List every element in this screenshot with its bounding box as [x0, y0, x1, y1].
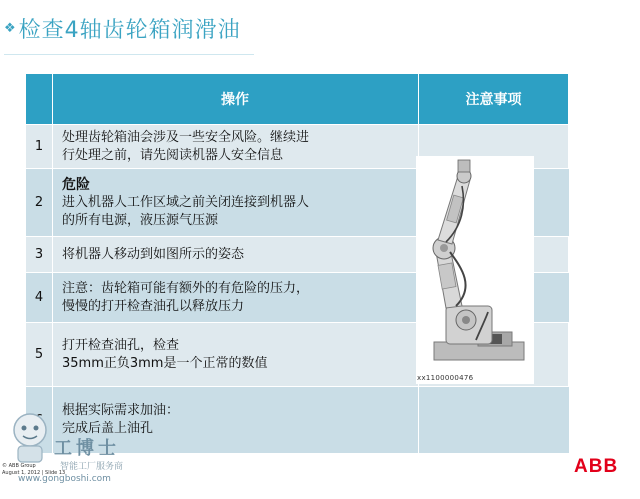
- step-line: 慢慢的打开检查油孔以释放压力: [62, 298, 245, 314]
- page-title: 检查4轴齿轮箱润滑油: [18, 17, 241, 43]
- step-text: [62, 237, 412, 272]
- table-row: [26, 322, 418, 386]
- step-line: 根据实际需求加油：: [62, 403, 180, 418]
- robot-figure: [416, 156, 534, 384]
- header-num-cell: [26, 74, 53, 124]
- table-row: [26, 124, 418, 168]
- step-line: 的所有电源，液压源气压源: [62, 212, 219, 228]
- step-text: [62, 323, 412, 386]
- step-line: 行处理之前，请先阅读机器人安全信息: [62, 147, 284, 163]
- table-row: [26, 168, 418, 236]
- watermark-subtitle: 智能工厂服务商: [60, 462, 124, 472]
- mascot-icon: [4, 408, 56, 468]
- note-cell: [419, 386, 569, 453]
- copyright-text: © ABB Group: [2, 463, 36, 469]
- step-text: [62, 273, 412, 322]
- table-row: [26, 236, 418, 272]
- danger-heading: 危险: [62, 176, 90, 193]
- step-text: [62, 125, 412, 168]
- abb-logo: ABB: [574, 456, 619, 477]
- title-divider: [4, 54, 254, 55]
- step-number: 3: [26, 237, 53, 272]
- step-line: 打开检查油孔，检查: [62, 337, 180, 353]
- figure-label: xx1100000476: [417, 374, 474, 382]
- step-line: 35mm正负3mm是一个正常的数值: [62, 355, 268, 371]
- slide-date-text: August 1, 2012 | Slide 13: [2, 470, 66, 476]
- title-row: [4, 12, 241, 44]
- step-line: 处理齿轮箱油会涉及一些安全风险。继续进: [62, 129, 310, 145]
- step-line: 进入机器人工作区域之前关闭连接到机器人: [62, 194, 310, 210]
- step-number: 4: [26, 273, 53, 322]
- watermark-title: 工博士: [54, 438, 120, 459]
- step-line: 注意：齿轮箱可能有额外的有危险的压力，: [62, 280, 310, 296]
- header-operation: 操作: [221, 92, 249, 108]
- robot-arm-icon: [416, 156, 534, 384]
- step-text: [62, 169, 412, 236]
- step-line: 将机器人移动到如图所示的姿态: [62, 246, 245, 262]
- table-row: [26, 272, 418, 322]
- step-number: 1: [26, 125, 53, 168]
- table-header: [26, 74, 568, 124]
- step-number: 5: [26, 323, 53, 386]
- title-bullet-icon: ❖: [4, 20, 16, 36]
- header-notes: 注意事项: [418, 74, 568, 124]
- step-line: 完成后盖上油孔: [62, 421, 154, 436]
- watermark-url: www.gongboshi.com: [18, 474, 111, 484]
- step-number: 2: [26, 169, 53, 236]
